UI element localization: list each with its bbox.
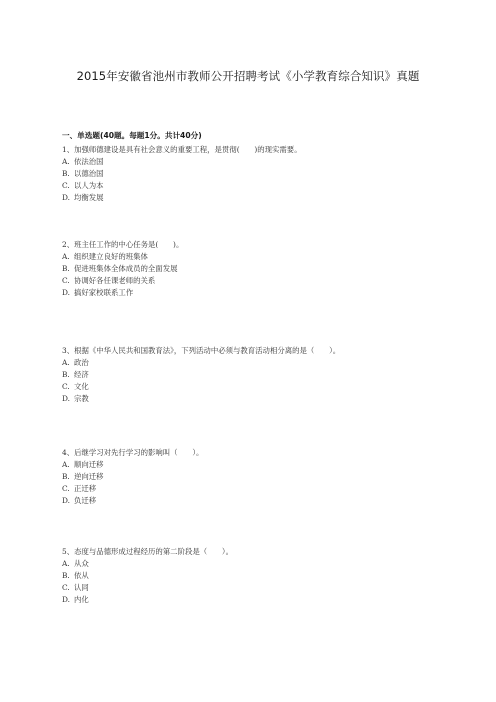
option-text: 协调好各任课老师的关系 xyxy=(74,276,156,285)
option-a xyxy=(62,251,462,263)
option-letter: B. xyxy=(62,264,70,273)
option-letter: A. xyxy=(62,559,70,568)
option-letter: C. xyxy=(62,181,70,190)
question-stem: 5、态度与品德形成过程经历的第二阶段是（ ）。 xyxy=(62,547,233,556)
option-b xyxy=(62,168,462,180)
option-d xyxy=(62,495,462,507)
option-letter: D. xyxy=(62,193,71,202)
question-stem: 3、根据《中华人民共和国教育法》，下列活动中必须与教育活动相分离的是（ ）。 xyxy=(62,346,341,355)
option-text: 内化 xyxy=(74,595,89,604)
question-1 xyxy=(62,144,462,204)
option-letter: C. xyxy=(62,382,70,391)
option-c xyxy=(62,582,462,594)
option-letter: B. xyxy=(62,472,70,481)
option-letter: A. xyxy=(62,157,70,166)
question-stem: 4、后继学习对先行学习的影响叫（ ）。 xyxy=(62,448,204,457)
option-text: 促进班集体全体成员的全面发展 xyxy=(74,264,178,273)
option-text: 认同 xyxy=(74,583,89,592)
option-letter: A. xyxy=(62,460,70,469)
option-letter: C. xyxy=(62,276,70,285)
option-text: 均衡发展 xyxy=(74,193,104,202)
option-a xyxy=(62,558,462,570)
option-text: 逆向迁移 xyxy=(74,472,104,481)
document-title: 2015年安徽省池州市教师公开招聘考试《小学教育综合知识》真题 xyxy=(76,69,420,83)
option-b xyxy=(62,263,462,275)
question-stem: 1、加强师德建设是具有社会意义的重要工程，是贯彻( )的现实需要。 xyxy=(62,145,302,154)
option-letter: D. xyxy=(62,496,71,505)
option-b xyxy=(62,570,462,582)
option-text: 文化 xyxy=(74,382,89,391)
question-4 xyxy=(62,447,462,507)
option-letter: D. xyxy=(62,288,71,297)
option-letter: C. xyxy=(62,583,70,592)
option-text: 正迁移 xyxy=(74,484,97,493)
option-letter: D. xyxy=(62,394,71,403)
option-text: 顺向迁移 xyxy=(74,460,104,469)
option-text: 经济 xyxy=(74,370,89,379)
option-c xyxy=(62,180,462,192)
section-heading: 一、单选题(40题。每题1分。共计40分) xyxy=(62,131,202,140)
option-c xyxy=(62,275,462,287)
option-letter: C. xyxy=(62,484,70,493)
question-2 xyxy=(62,239,462,299)
question-3 xyxy=(62,345,462,405)
option-c xyxy=(62,381,462,393)
option-letter: A. xyxy=(62,358,70,367)
question-stem: 2、班主任工作的中心任务是( )。 xyxy=(62,240,184,249)
option-b xyxy=(62,471,462,483)
option-a xyxy=(62,459,462,471)
option-letter: D. xyxy=(62,595,71,604)
option-d xyxy=(62,287,462,299)
option-a xyxy=(62,357,462,369)
option-text: 政治 xyxy=(74,358,89,367)
option-letter: B. xyxy=(62,571,70,580)
option-c xyxy=(62,483,462,495)
option-b xyxy=(62,369,462,381)
option-text: 搞好家校联系工作 xyxy=(74,288,134,297)
option-a xyxy=(62,156,462,168)
option-letter: A. xyxy=(62,252,70,261)
option-d xyxy=(62,594,462,606)
option-text: 依法治国 xyxy=(74,157,104,166)
option-text: 从众 xyxy=(74,559,89,568)
option-text: 依从 xyxy=(74,571,89,580)
option-text: 负迁移 xyxy=(74,496,97,505)
option-d xyxy=(62,393,462,405)
option-text: 以德治国 xyxy=(74,169,104,178)
option-text: 以人为本 xyxy=(74,181,104,190)
option-letter: B. xyxy=(62,169,70,178)
option-text: 宗教 xyxy=(74,394,89,403)
option-letter: B. xyxy=(62,370,70,379)
option-d xyxy=(62,192,462,204)
option-text: 组织建立良好的班集体 xyxy=(74,252,148,261)
question-5 xyxy=(62,546,462,606)
